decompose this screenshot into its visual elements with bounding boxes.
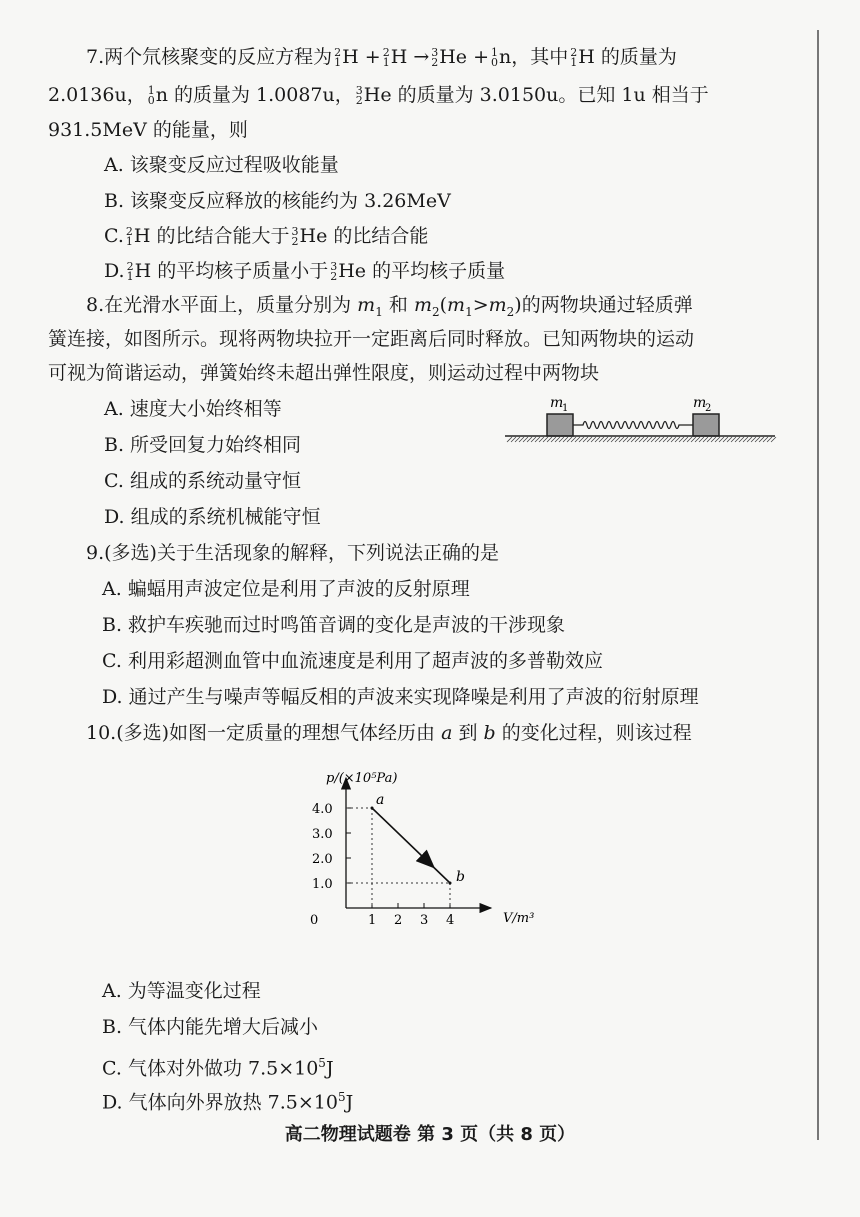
spring [573, 422, 693, 429]
x-tick-label: 4 [446, 913, 455, 928]
q9-option-d: D. 通过产生与噪声等幅反相的声波来实现降噪是利用了声波的衍射原理 [102, 686, 699, 708]
q7-line-1: 7.两个氘核聚变的反应方程为 2 1 H + 2 1 H → 3 2 He + 1 0 n，其中 2 1 H 的质量为 [86, 46, 677, 69]
origin-label: 0 [310, 913, 319, 928]
block-m1 [547, 414, 573, 436]
q7-line-2: 2.0136u， 1 0 n 的质量为 1.0087u， 3 2 He 的质量为 3.0150u。已知 1u 相当于 [48, 84, 709, 107]
q8-line-2: 簧连接，如图所示。现将两物块拉开一定距离后同时释放。已知两物块的运动 [48, 328, 695, 350]
ground-hatching [507, 437, 776, 442]
point-b [449, 882, 452, 885]
x-tick-label: 1 [368, 913, 377, 928]
process-line-segment [372, 808, 428, 862]
q7-option-b: B. 该聚变反应释放的核能约为 3.26MeV [104, 190, 451, 212]
q8-option-b: B. 所受回复力始终相同 [104, 434, 302, 456]
q10-option-a: A. 为等温变化过程 [102, 980, 261, 1002]
isotope-label: 3 2 [355, 84, 363, 107]
m1-subscript: 1 [562, 403, 569, 414]
q8-line-1: 8.在光滑水平面上，质量分别为 $m_1$ 和 $m_2(m_1>m_2)$的两物块通过轻质弹 [86, 294, 693, 319]
isotope-label: 2 1 [382, 46, 390, 69]
q8-option-d: D. 组成的系统机械能守恒 [104, 506, 321, 528]
y-tick-label: 1.0 [312, 877, 333, 892]
q10-option-d: D. 气体向外界放热 $7.5\times 10^5J$ [102, 1090, 354, 1114]
x-axis-label: V/m³ [503, 911, 535, 926]
y-axis-label: p/(×10⁵Pa) [326, 771, 398, 786]
isotope-label: 3 2 [291, 225, 299, 248]
isotope-label: 2 1 [125, 225, 133, 248]
y-tick-label: 3.0 [312, 827, 333, 842]
point-b-label: b [456, 869, 465, 885]
q9-option-b: B. 救护车疾驰而过时鸣笛音调的变化是声波的干涉现象 [102, 614, 566, 636]
point-a-label: a [376, 792, 385, 808]
q7-text: 7.两个氘核聚变的反应方程为 [86, 46, 333, 68]
isotope-label: 2 1 [570, 46, 578, 69]
m2-label: m [693, 395, 707, 411]
isotope-label: 2 1 [126, 260, 134, 283]
q8-line-3: 可视为简谐运动，弹簧始终未超出弹性限度，则运动过程中两物块 [48, 362, 600, 384]
x-tick-label: 3 [420, 913, 429, 928]
process-line-segment [428, 862, 450, 883]
pv-diagram [300, 756, 860, 936]
spring-blocks-figure [505, 392, 775, 452]
q7-line-3: 931.5MeV 的能量，则 [48, 119, 248, 141]
q7-option-a: A. 该聚变反应过程吸收能量 [104, 154, 339, 176]
page-footer: 高二物理试题卷 第 3 页（共 8 页） [284, 1124, 576, 1145]
q9-option-a: A. 蝙蝠用声波定位是利用了声波的反射原理 [102, 578, 470, 600]
isotope-label: 1 0 [491, 46, 499, 69]
isotope-label: 2 1 [334, 46, 342, 69]
m1-label: m [550, 395, 564, 411]
q7-option-d: D. 2 1 H 的平均核子质量小于 3 2 He 的平均核子质量 [104, 260, 506, 283]
x-tick-label: 2 [394, 913, 403, 928]
q10-option-c: C. 气体对外做功 $7.5\times 10^5J$ [102, 1056, 334, 1080]
isotope-label: 1 0 [147, 84, 155, 107]
q7-option-c: C. 2 1 H 的比结合能大于 3 2 He 的比结合能 [104, 225, 429, 248]
isotope-label: 3 2 [330, 260, 338, 283]
q9-stem: 9.(多选)关于生活现象的解释，下列说法正确的是 [86, 542, 499, 564]
q8-option-a: A. 速度大小始终相等 [104, 398, 282, 420]
q10-option-b: B. 气体内能先增大后减小 [102, 1016, 319, 1038]
y-tick-label: 4.0 [312, 802, 333, 817]
q8-option-c: C. 组成的系统动量守恒 [104, 470, 301, 492]
m2-subscript: 2 [705, 403, 712, 414]
isotope-label: 3 2 [431, 46, 439, 69]
right-margin-rule [817, 30, 819, 1140]
q10-stem: 10.(多选)如图一定质量的理想气体经历由 a 到 b 的变化过程，则该过程 [86, 722, 692, 744]
y-tick-label: 2.0 [312, 852, 333, 867]
q9-option-c: C. 利用彩超测血管中血流速度是利用了超声波的多普勒效应 [102, 650, 603, 672]
block-m2 [693, 414, 719, 436]
point-a [371, 807, 374, 810]
